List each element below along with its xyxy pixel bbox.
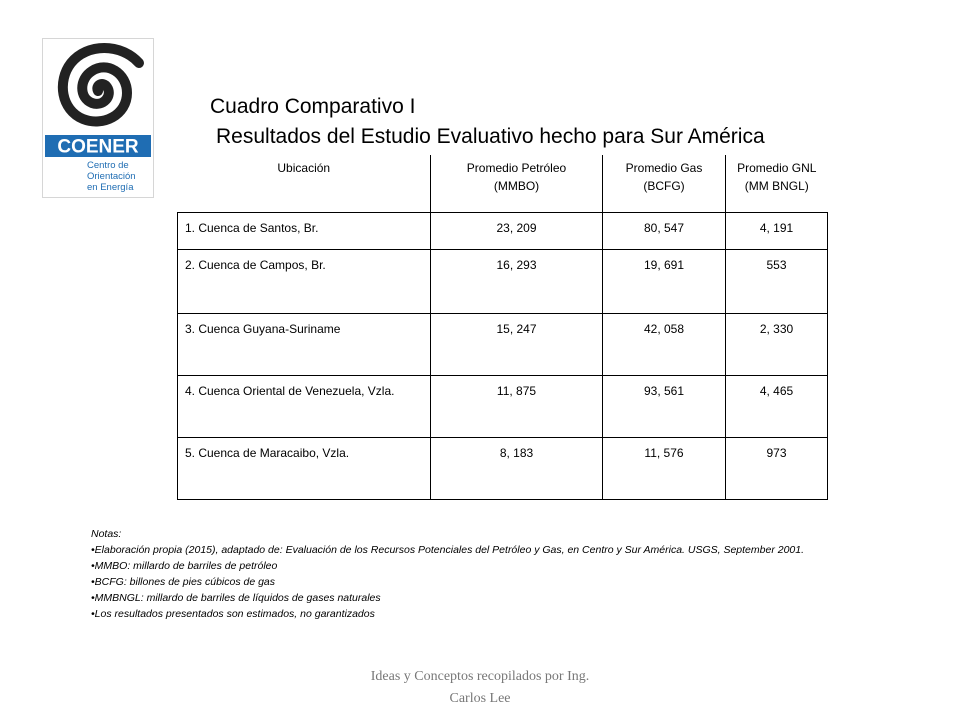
header-oil-unit: (MMBO) [493, 179, 540, 193]
header-location [178, 155, 431, 212]
header-gas-unit: (BCFG) [643, 179, 685, 193]
page-subtitle: Resultados del Estudio Evaluativo hecho para Sur América [216, 125, 765, 148]
header-oil-label: Promedio Petróleo [466, 161, 567, 175]
header-location-label: Ubicación [277, 161, 331, 175]
note-item: •MMBNGL: millardo de barriles de líquidos de gases naturales [91, 592, 381, 604]
cell-location: 1. Cuenca de Santos, Br. [178, 212, 431, 249]
notes-heading: Notas: [91, 528, 122, 540]
table-header-row [178, 155, 828, 212]
note-item: •MMBO: millardo de barriles de petróleo [91, 560, 278, 572]
cell-oil: 16, 293 [431, 249, 603, 313]
cell-gas: 11, 576 [603, 437, 726, 499]
table-row [178, 437, 828, 499]
cell-gnl: 4, 465 [726, 375, 828, 437]
header-gas-label: Promedio Gas [625, 161, 703, 175]
cell-oil: 11, 875 [431, 375, 603, 437]
cell-location: 3. Cuenca Guyana-Suriname [178, 313, 431, 375]
cell-location: 4. Cuenca Oriental de Venezuela, Vzla. [178, 375, 431, 437]
cell-gas: 19, 691 [603, 249, 726, 313]
footer-line-1: Ideas y Conceptos recopilados por Ing. [370, 669, 590, 684]
logo-brand: COENER [57, 136, 139, 158]
page-title: Cuadro Comparativo I [210, 95, 416, 118]
cell-gnl: 973 [726, 437, 828, 499]
header-oil [431, 155, 603, 212]
logo-tagline-1: Centro de [87, 160, 129, 171]
cell-gas: 42, 058 [603, 313, 726, 375]
cell-gas: 93, 561 [603, 375, 726, 437]
cell-location: 5. Cuenca de Maracaibo, Vzla. [178, 437, 431, 499]
cell-oil: 8, 183 [431, 437, 603, 499]
cell-oil: 15, 247 [431, 313, 603, 375]
header-gnl-label: Promedio GNL [737, 161, 817, 175]
table-row [178, 313, 828, 375]
header-gas [603, 155, 726, 212]
cell-oil: 23, 209 [431, 212, 603, 249]
table-row [178, 249, 828, 313]
footer-line-2: Carlos Lee [449, 691, 511, 706]
logo-tagline-2: Orientación [87, 171, 136, 182]
note-item: •BCFG: billones de pies cúbicos de gas [91, 576, 276, 588]
coener-logo [42, 38, 154, 198]
table-row [178, 212, 828, 249]
notes-section [91, 526, 804, 622]
table-row [178, 375, 828, 437]
cell-location: 2. Cuenca de Campos, Br. [178, 249, 431, 313]
cell-gnl: 4, 191 [726, 212, 828, 249]
cell-gnl: 553 [726, 249, 828, 313]
cell-gas: 80, 547 [603, 212, 726, 249]
spiral-icon [43, 39, 153, 197]
header-gnl-unit: (MM BNGL) [744, 179, 809, 193]
comparison-table [177, 155, 828, 500]
header-gnl [726, 155, 828, 212]
logo-tagline-3: en Energía [87, 182, 134, 193]
note-item: •Los resultados presentados son estimados, no garantizados [91, 608, 375, 620]
footer-credit [330, 666, 630, 710]
cell-gnl: 2, 330 [726, 313, 828, 375]
note-item: •Elaboración propia (2015), adaptado de: Evaluación de los Recursos Potenciales del Petróleo y Gas, en Centro y Sur América. USGS, September 2001. [91, 544, 805, 556]
